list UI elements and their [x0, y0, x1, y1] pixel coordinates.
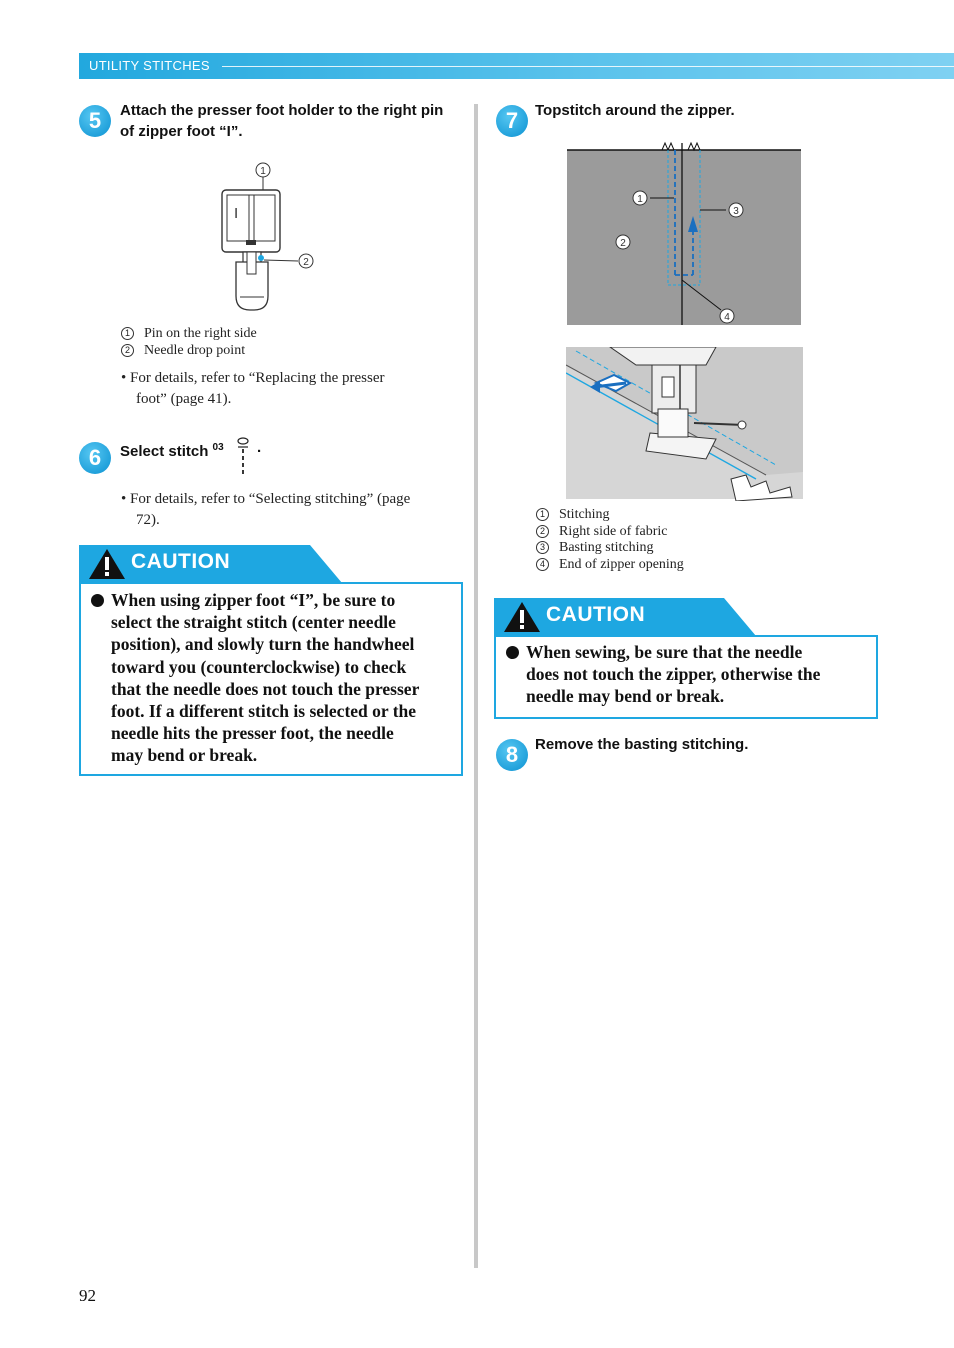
column-divider [474, 104, 478, 1268]
zipper-callout-1: 1 [637, 194, 643, 205]
straight-stitch-icon [234, 436, 252, 478]
foot-callout-2: 2 [303, 257, 309, 268]
sewing-illustration [566, 347, 804, 501]
caution-2-text: When sewing, be sure that the needle does not touch the zipper, otherwise the needle may bend or break. [526, 642, 821, 707]
zipper-callout-2: 2 [620, 238, 626, 249]
step-6-title-end: . [257, 439, 262, 456]
page-number: 92 [79, 1286, 96, 1305]
caution-2-bullet [506, 646, 519, 659]
caution-1-text: When using zipper foot “I”, be sure to select the straight stitch (center needle position), and slowly turn the handwheel toward you (counterclockwise) to check that the needle does not touch the presser foot. If a different stitch is selected or the needle hits the presser foot, the needle may bend or break. [111, 590, 420, 766]
step-7-title: Topstitch around the zipper. [535, 102, 735, 119]
header-rule [222, 66, 954, 67]
legend-item: 1 Stitching [536, 507, 684, 524]
step-5-legend [121, 326, 257, 359]
step-5-number: 5 [79, 105, 111, 137]
legend-item: 3 Basting stitching [536, 540, 684, 557]
step-7-number: 7 [496, 105, 528, 137]
step-5-title-line2: of zipper foot “I”. [120, 123, 243, 140]
zipper-callout-4: 4 [724, 312, 730, 323]
caution-2-label: CAUTION [546, 603, 646, 626]
warning-icon [503, 601, 541, 633]
legend-item: 1 Pin on the right side [121, 326, 257, 343]
legend-item: 4 End of zipper opening [536, 557, 684, 574]
step-7-legend [536, 507, 684, 573]
topstitch-diagram [566, 140, 802, 326]
step-6-title: Select stitch $^{03}$ [120, 442, 224, 460]
caution-1-bullet [91, 594, 104, 607]
step-6-number: 6 [79, 442, 111, 474]
section-title: UTILITY STITCHES [89, 58, 210, 73]
step-5-title [120, 100, 443, 142]
caution-1-label: CAUTION [131, 550, 231, 573]
step-5-note: • For details, refer to “Replacing the presser foot” (page 41). [121, 370, 385, 407]
zipper-foot-diagram [210, 158, 320, 316]
legend-item: 2 Needle drop point [121, 343, 257, 360]
zipper-callout-3: 3 [733, 206, 739, 217]
warning-icon [88, 548, 126, 580]
stitch-code: 03 [212, 442, 224, 453]
foot-letter: I [234, 205, 239, 222]
step-6-note: • For details, refer to “Selecting stitching” (page 72). [121, 491, 411, 528]
legend-item: 2 Right side of fabric [536, 524, 684, 541]
step-5-title-line1: Attach the presser foot holder to the right pin [120, 102, 444, 119]
step-8-title: Remove the basting stitching. [535, 736, 749, 753]
step-8-number: 8 [496, 739, 528, 771]
foot-callout-1: 1 [260, 166, 266, 177]
